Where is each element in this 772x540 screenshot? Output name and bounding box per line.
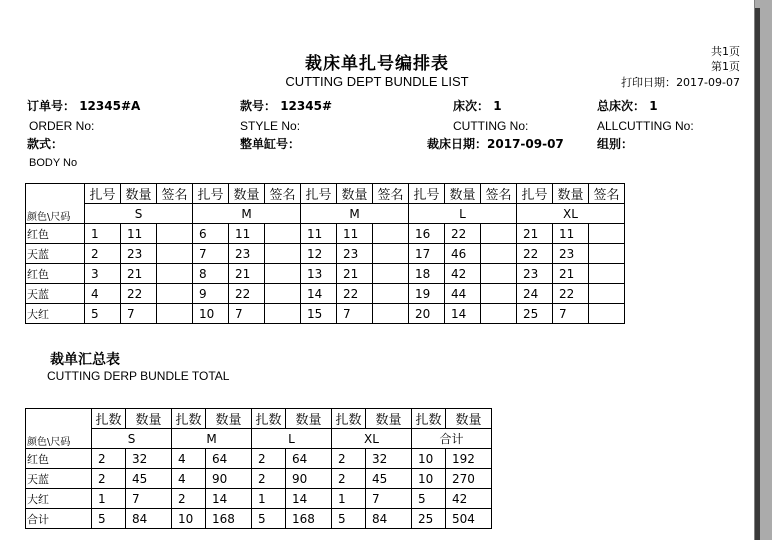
column-header: 数量 [206, 409, 252, 429]
summary-title: 裁单汇总表 [50, 352, 120, 368]
style-en-label: STYLE No: [240, 119, 301, 133]
table-row [26, 449, 492, 469]
allcutting-label: 总床次： [597, 99, 646, 113]
style-no [240, 97, 332, 114]
quantity-cell: 11 [553, 224, 589, 244]
quantity-cell: 90 [206, 469, 252, 489]
bundle-no-cell: 1 [85, 224, 121, 244]
bundle-no-cell: 4 [85, 284, 121, 304]
quantity-cell: 7 [229, 304, 265, 324]
quantity-cell: 32 [366, 449, 412, 469]
quantity-cell: 23 [121, 244, 157, 264]
bundle-no-cell: 13 [301, 264, 337, 284]
size-header: M [193, 204, 301, 224]
size-header: L [252, 429, 332, 449]
bundle-no-cell: 12 [301, 244, 337, 264]
column-header: 扎数 [172, 409, 206, 429]
quantity-cell: 7 [366, 489, 412, 509]
quantity-cell: 42 [445, 264, 481, 284]
style-value: 12345# [280, 99, 333, 113]
size-header: S [92, 429, 172, 449]
signature-cell [373, 284, 409, 304]
quantity-cell: 22 [553, 284, 589, 304]
signature-cell [265, 224, 301, 244]
color-cell: 红色 [26, 224, 85, 244]
table-row [26, 264, 625, 284]
bundle-count-cell: 5 [332, 509, 366, 529]
quantity-cell: 90 [286, 469, 332, 489]
color-cell: 合计 [26, 509, 92, 529]
quantity-cell: 42 [446, 489, 492, 509]
quantity-cell: 46 [445, 244, 481, 264]
cutdate-value: 2017-09-07 [487, 137, 564, 151]
column-header: 签名 [481, 184, 517, 204]
column-header: 签名 [157, 184, 193, 204]
column-header: 签名 [373, 184, 409, 204]
quantity-cell: 7 [121, 304, 157, 324]
table-row [26, 489, 492, 509]
signature-cell [373, 244, 409, 264]
column-header: 扎数 [92, 409, 126, 429]
quantity-cell: 22 [337, 284, 373, 304]
bundle-count-cell: 2 [252, 469, 286, 489]
signature-cell [589, 304, 625, 324]
quantity-cell: 270 [446, 469, 492, 489]
quantity-cell: 84 [126, 509, 172, 529]
quantity-cell: 32 [126, 449, 172, 469]
quantity-cell: 7 [337, 304, 373, 324]
column-header: 扎数 [332, 409, 366, 429]
quantity-cell: 21 [553, 264, 589, 284]
quantity-cell: 45 [366, 469, 412, 489]
signature-cell [481, 284, 517, 304]
bundle-no-cell: 9 [193, 284, 229, 304]
bundle-count-cell: 4 [172, 469, 206, 489]
page-number: 第1页 [711, 60, 740, 73]
quantity-cell: 14 [445, 304, 481, 324]
column-header: 数量 [126, 409, 172, 429]
body-label: 款式： [27, 137, 64, 151]
size-header: S [85, 204, 193, 224]
size-header: M [172, 429, 252, 449]
column-header: 数量 [121, 184, 157, 204]
bundle-count-cell: 2 [332, 449, 366, 469]
style-label: 款号： [240, 99, 277, 113]
table-row [26, 509, 492, 529]
table-row [26, 284, 625, 304]
pickticket-label: 整单缸号： [240, 137, 301, 151]
color-cell: 天蓝 [26, 244, 85, 264]
signature-cell [265, 304, 301, 324]
quantity-cell: 44 [445, 284, 481, 304]
signature-cell [589, 284, 625, 304]
column-header: 签名 [265, 184, 301, 204]
cutting-label: 床次： [453, 99, 490, 113]
bundle-no-cell: 7 [193, 244, 229, 264]
page-shadow [755, 8, 760, 540]
total-pages: 共1页 [711, 45, 740, 58]
quantity-cell: 22 [121, 284, 157, 304]
body-en-label: BODY No [29, 157, 78, 169]
column-header: 数量 [286, 409, 332, 429]
table-row [26, 469, 492, 489]
bundle-count-cell: 2 [92, 449, 126, 469]
quantity-cell: 45 [126, 469, 172, 489]
quantity-cell: 21 [229, 264, 265, 284]
quantity-cell: 64 [286, 449, 332, 469]
table-row [26, 244, 625, 264]
quantity-cell: 22 [445, 224, 481, 244]
bundle-count-cell: 2 [332, 469, 366, 489]
summary-table [25, 408, 492, 529]
size-header: M [301, 204, 409, 224]
signature-cell [157, 224, 193, 244]
color-cell: 大红 [26, 489, 92, 509]
column-header: 签名 [589, 184, 625, 204]
quantity-cell: 7 [553, 304, 589, 324]
cutting-no [453, 97, 502, 114]
signature-cell [157, 264, 193, 284]
order-no [27, 97, 140, 114]
column-header: 数量 [445, 184, 481, 204]
order-en-label: ORDER No: [29, 119, 95, 133]
column-header: 扎号 [85, 184, 121, 204]
bundle-no-cell: 5 [85, 304, 121, 324]
allcutting-no [597, 97, 658, 114]
print-date [621, 74, 740, 90]
quantity-cell: 21 [337, 264, 373, 284]
bundle-count-cell: 10 [172, 509, 206, 529]
column-header: 扎号 [409, 184, 445, 204]
color-cell: 红色 [26, 449, 92, 469]
column-header: 扎号 [301, 184, 337, 204]
signature-cell [373, 304, 409, 324]
column-header: 扎号 [193, 184, 229, 204]
cut-date [427, 135, 564, 152]
corner-cell: 颜色\尺码 [26, 184, 85, 224]
bundle-count-cell: 1 [252, 489, 286, 509]
size-header: 合计 [412, 429, 492, 449]
cutdate-label: 裁床日期： [427, 137, 488, 151]
signature-cell [373, 264, 409, 284]
quantity-cell: 11 [229, 224, 265, 244]
bundle-no-cell: 8 [193, 264, 229, 284]
bundle-count-cell: 1 [92, 489, 126, 509]
cutting-value: 1 [493, 99, 502, 113]
quantity-cell: 23 [553, 244, 589, 264]
allcutting-en-label: ALLCUTTING No: [597, 119, 694, 133]
bundle-no-cell: 14 [301, 284, 337, 304]
bundle-count-cell: 4 [172, 449, 206, 469]
column-header: 数量 [366, 409, 412, 429]
summary-subtitle: CUTTING DERP BUNDLE TOTAL [47, 369, 230, 383]
size-header: XL [332, 429, 412, 449]
bundle-count-cell: 2 [172, 489, 206, 509]
quantity-cell: 22 [229, 284, 265, 304]
signature-cell [265, 264, 301, 284]
column-header: 数量 [229, 184, 265, 204]
bundle-no-cell: 2 [85, 244, 121, 264]
bundle-no-cell: 15 [301, 304, 337, 324]
column-header: 数量 [446, 409, 492, 429]
bundle-no-cell: 3 [85, 264, 121, 284]
quantity-cell: 192 [446, 449, 492, 469]
size-header: XL [517, 204, 625, 224]
bundle-count-cell: 10 [412, 449, 446, 469]
bundle-no-cell: 20 [409, 304, 445, 324]
order-label: 订单号： [27, 99, 76, 113]
quantity-cell: 14 [286, 489, 332, 509]
size-header: L [409, 204, 517, 224]
column-header: 数量 [553, 184, 589, 204]
quantity-cell: 7 [126, 489, 172, 509]
table-row [26, 224, 625, 244]
quantity-cell: 14 [206, 489, 252, 509]
color-cell: 红色 [26, 264, 85, 284]
table-row [26, 304, 625, 324]
quantity-cell: 64 [206, 449, 252, 469]
color-cell: 大红 [26, 304, 85, 324]
bundle-table [25, 183, 625, 324]
quantity-cell: 23 [229, 244, 265, 264]
header-row [26, 409, 492, 429]
header-row [26, 184, 625, 204]
bundle-count-cell: 2 [92, 469, 126, 489]
signature-cell [373, 224, 409, 244]
signature-cell [157, 284, 193, 304]
quantity-cell: 84 [366, 509, 412, 529]
column-header: 扎号 [517, 184, 553, 204]
bundle-no-cell: 11 [301, 224, 337, 244]
bundle-no-cell: 21 [517, 224, 553, 244]
bundle-no-cell: 23 [517, 264, 553, 284]
signature-cell [265, 244, 301, 264]
signature-cell [157, 304, 193, 324]
column-header: 数量 [337, 184, 373, 204]
bundle-no-cell: 6 [193, 224, 229, 244]
quantity-cell: 504 [446, 509, 492, 529]
quantity-cell: 23 [337, 244, 373, 264]
report-title: 裁床单扎号编排表 [305, 54, 449, 74]
bundle-no-cell: 18 [409, 264, 445, 284]
bundle-no-cell: 24 [517, 284, 553, 304]
corner-cell: 颜色\尺码 [26, 409, 92, 449]
bundle-no-cell: 25 [517, 304, 553, 324]
quantity-cell: 168 [286, 509, 332, 529]
bundle-count-cell: 1 [332, 489, 366, 509]
bundle-count-cell: 2 [252, 449, 286, 469]
signature-cell [265, 284, 301, 304]
signature-cell [481, 244, 517, 264]
allcutting-value: 1 [649, 99, 658, 113]
signature-cell [481, 304, 517, 324]
bundle-no-cell: 17 [409, 244, 445, 264]
signature-cell [157, 244, 193, 264]
print-date-value: 2017-09-07 [676, 76, 740, 89]
size-row [26, 429, 492, 449]
signature-cell [589, 224, 625, 244]
signature-cell [481, 224, 517, 244]
order-value: 12345#A [79, 99, 141, 113]
bundle-count-cell: 5 [92, 509, 126, 529]
bundle-no-cell: 22 [517, 244, 553, 264]
quantity-cell: 11 [121, 224, 157, 244]
quantity-cell: 21 [121, 264, 157, 284]
print-date-label: 打印日期： [621, 76, 677, 89]
bundle-count-cell: 5 [252, 509, 286, 529]
column-header: 扎数 [412, 409, 446, 429]
bundle-count-cell: 5 [412, 489, 446, 509]
bundle-no-cell: 10 [193, 304, 229, 324]
report-subtitle: CUTTING DEPT BUNDLE LIST [285, 74, 469, 89]
column-header: 扎数 [252, 409, 286, 429]
quantity-cell: 168 [206, 509, 252, 529]
color-cell: 天蓝 [26, 469, 92, 489]
bundle-count-cell: 25 [412, 509, 446, 529]
signature-cell [481, 264, 517, 284]
signature-cell [589, 244, 625, 264]
signature-cell [589, 264, 625, 284]
bundle-no-cell: 19 [409, 284, 445, 304]
bundle-count-cell: 10 [412, 469, 446, 489]
bundle-no-cell: 16 [409, 224, 445, 244]
size-row [26, 204, 625, 224]
cutting-en-label: CUTTING No: [453, 119, 529, 133]
group-label: 组别： [597, 137, 634, 151]
quantity-cell: 11 [337, 224, 373, 244]
color-cell: 天蓝 [26, 284, 85, 304]
